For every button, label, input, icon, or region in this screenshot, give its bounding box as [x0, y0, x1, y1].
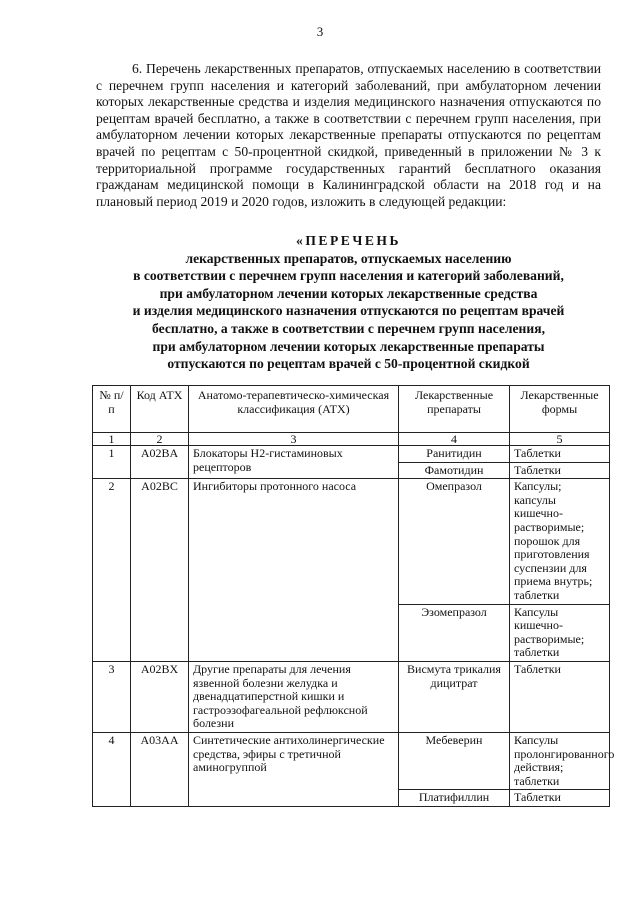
- drug-name: Платифиллин: [399, 790, 510, 807]
- atc-code: A02BA: [131, 446, 189, 479]
- column-number: 3: [189, 433, 399, 446]
- list-title: [96, 232, 601, 373]
- header-atc-code: Код АТХ: [131, 386, 189, 433]
- drug-name: Омепразол: [399, 479, 510, 604]
- header-drugs: Лекарственные препараты: [399, 386, 510, 433]
- drug-form: Капсулы пролонгированного действия; таблетки: [510, 732, 610, 789]
- title-line: при амбулаторном лечении которых лекарственные препараты: [152, 338, 545, 354]
- intro-paragraph: 6. Перечень лекарственных препаратов, отпускаемых населению в соответствии с перечнем групп населения и категорий заболеваний, при амбулаторном лечении которых лекарственные средства и изделия медицинского назначения отпускаются по рецептам врачей бесплатно, а также в соответствии с перечнем групп населения, при амбулаторном лечении которых лекарственные препараты отпускаются по рецептам врачей по рецептам с 50-процентной скидкой, приведенный в приложении № 3 к территориальной программе государственных гарантий бесплатного оказания гражданам медицинской помощи в Калининградской области на 2018 год и на плановый период 2019 и 2020 годов, изложить в следующей редакции:: [96, 61, 601, 209]
- header-atc-classification: Анатомо-терапевтическо-химическая классификация (АТХ): [189, 386, 399, 433]
- title-line: и изделия медицинского назначения отпускаются по рецептам врачей: [132, 303, 565, 319]
- atc-code: A02BX: [131, 661, 189, 732]
- title-line: при амбулаторном лечении которых лекарственные средства: [159, 285, 538, 301]
- row-number: 3: [93, 661, 131, 732]
- title-line: бесплатно, а также в соответствии с перечнем групп населения,: [152, 320, 545, 336]
- table-row: [93, 446, 610, 463]
- title-line: в соответствии с перечнем групп населения и категорий заболеваний,: [133, 268, 564, 284]
- column-number: 5: [510, 433, 610, 446]
- drug-form: Капсулы; капсулы кишечно-растворимые; порошок для приготовления суспензии для приема внутрь; таблетки: [510, 479, 610, 604]
- title-line: лекарственных препаратов, отпускаемых населению: [185, 250, 512, 266]
- drug-name: Фамотидин: [399, 462, 510, 479]
- atc-code: A03AA: [131, 732, 189, 806]
- column-number: 2: [131, 433, 189, 446]
- atc-classification: Блокаторы Н2-гистаминовых рецепторов: [189, 446, 399, 479]
- column-number-row: [93, 433, 610, 446]
- drug-name: Ранитидин: [399, 446, 510, 463]
- drug-form: Капсулы кишечно-растворимые; таблетки: [510, 604, 610, 661]
- drug-table: [92, 385, 615, 807]
- atc-classification: Синтетические антихолинергические средства, эфиры с третичной аминогруппой: [189, 732, 399, 806]
- drug-form: Таблетки: [510, 661, 610, 732]
- title-lead: «ПЕРЕЧЕНЬ: [296, 233, 401, 248]
- row-number: 2: [93, 479, 131, 662]
- table-row: [93, 661, 610, 732]
- drug-name: Висмута трикалия дицитрат: [399, 661, 510, 732]
- drug-form: Таблетки: [510, 462, 610, 479]
- table-header-row: [93, 386, 610, 433]
- table-row: [93, 479, 610, 604]
- drug-name: Мебеверин: [399, 732, 510, 789]
- drug-form: Таблетки: [510, 790, 610, 807]
- column-number: 4: [399, 433, 510, 446]
- column-number: 1: [93, 433, 131, 446]
- drug-form: Таблетки: [510, 446, 610, 463]
- table-row: [93, 732, 610, 789]
- atc-classification: Другие препараты для лечения язвенной болезни желудка и двенадцатиперстной кишки и гастроэзофагеальной рефлюксной болезни: [189, 661, 399, 732]
- page-number: 3: [316, 24, 324, 39]
- header-forms: Лекарственные формы: [510, 386, 610, 433]
- row-number: 4: [93, 732, 131, 806]
- atc-classification: Ингибиторы протонного насоса: [189, 479, 399, 662]
- atc-code: A02BC: [131, 479, 189, 662]
- row-number: 1: [93, 446, 131, 479]
- drug-name: Эзомепразол: [399, 604, 510, 661]
- title-line: отпускаются по рецептам врачей с 50-процентной скидкой: [167, 356, 530, 372]
- header-number: № п/п: [93, 386, 131, 433]
